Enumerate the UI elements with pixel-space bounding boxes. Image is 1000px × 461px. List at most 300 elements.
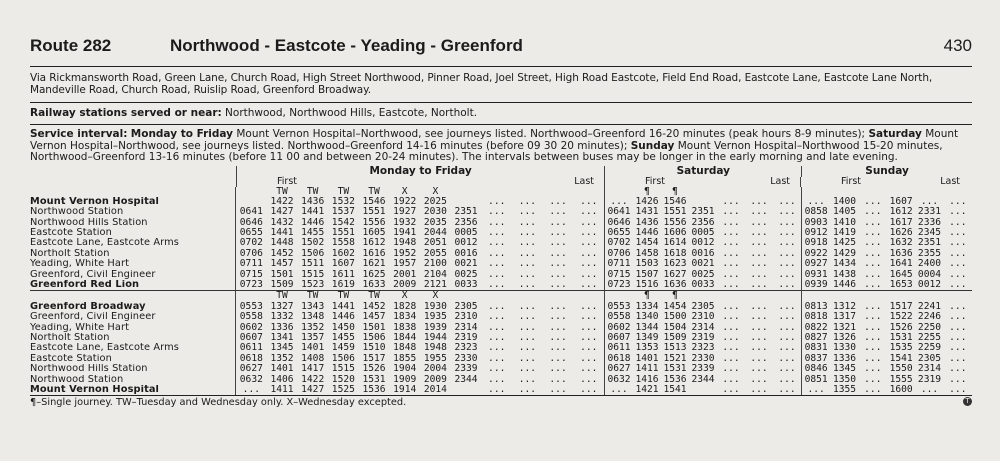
time-cell: 1438 bbox=[832, 269, 857, 280]
time-cell: 1401 bbox=[301, 343, 325, 354]
mf-last: Last bbox=[574, 175, 594, 187]
time-cell: 2009 bbox=[393, 280, 417, 291]
time-cell: ... bbox=[949, 353, 967, 364]
time-cell: 1619 bbox=[331, 280, 355, 291]
time-cell: 1531 bbox=[663, 364, 687, 375]
journey-mark bbox=[605, 187, 633, 197]
time-cell: 0655 bbox=[239, 228, 263, 239]
time-cell: ... bbox=[864, 248, 882, 259]
time-cell: 2121 bbox=[423, 280, 447, 291]
time-cell: 1633 bbox=[362, 280, 386, 291]
time-cell: ... bbox=[778, 238, 796, 249]
time-cell: ... bbox=[722, 207, 740, 218]
time-cell: ... bbox=[864, 353, 882, 364]
journey-mark: ¶ bbox=[672, 186, 678, 197]
time-cell: ... bbox=[778, 353, 796, 364]
time-cell: 1522 bbox=[889, 312, 913, 323]
time-cell: 1336 bbox=[832, 353, 857, 364]
time-cell: ... bbox=[488, 228, 506, 239]
time-cell: ... bbox=[518, 238, 537, 249]
journey-mark: X bbox=[432, 186, 439, 197]
time-cell: ... bbox=[610, 196, 628, 207]
journey-mark: ¶ bbox=[672, 291, 678, 302]
mf-subhead bbox=[236, 177, 604, 187]
timetable-sub-headers bbox=[30, 177, 972, 187]
stop-name: Northolt Station bbox=[30, 332, 110, 343]
journey-mark bbox=[745, 187, 773, 197]
time-cell: ... bbox=[778, 301, 796, 312]
railway-stations bbox=[30, 103, 972, 124]
time-cell: 1542 bbox=[331, 217, 355, 228]
time-cell: 1436 bbox=[301, 196, 325, 207]
time-cell: ... bbox=[949, 322, 967, 333]
time-cell: 1641 bbox=[889, 259, 913, 270]
time-cell: 1621 bbox=[362, 259, 386, 270]
mf-label: Monday to Friday bbox=[130, 128, 233, 140]
time-cell: ... bbox=[750, 228, 768, 239]
time-cell: 1422 bbox=[301, 374, 325, 385]
time-cell: 2246 bbox=[917, 312, 942, 323]
time-cell: ... bbox=[750, 280, 768, 291]
time-cell: 0012 bbox=[691, 238, 715, 249]
time-cell: 0602 bbox=[239, 322, 263, 333]
sun-last: Last bbox=[940, 175, 960, 187]
time-cell: 1607 bbox=[331, 259, 355, 270]
journey-mark bbox=[573, 291, 604, 301]
time-cell: 2014 bbox=[423, 384, 447, 395]
time-cell: 0618 bbox=[239, 353, 263, 364]
time-cell: ... bbox=[722, 301, 740, 312]
time-cell: 1636 bbox=[889, 248, 913, 259]
time-cell: 1535 bbox=[889, 343, 913, 354]
time-cell bbox=[236, 197, 267, 207]
time-cell: ... bbox=[549, 343, 567, 354]
time-cell: ... bbox=[778, 207, 796, 218]
journey-mark bbox=[859, 187, 887, 197]
time-cell bbox=[451, 385, 482, 395]
time-cell: ... bbox=[518, 196, 537, 207]
time-cell: 1312 bbox=[832, 301, 857, 312]
time-cell: 1452 bbox=[362, 301, 386, 312]
time-cell: 1618 bbox=[663, 248, 687, 259]
time-cell: 1515 bbox=[331, 364, 355, 375]
time-cell: 1432 bbox=[270, 217, 294, 228]
time-cell: ... bbox=[610, 384, 628, 395]
time-cell: ... bbox=[750, 207, 768, 218]
sun-first: First bbox=[841, 175, 861, 187]
time-cell: ... bbox=[864, 384, 882, 395]
time-cell: 0607 bbox=[607, 332, 631, 343]
timetable-row bbox=[30, 280, 972, 290]
time-cell: ... bbox=[750, 259, 768, 270]
time-cell: 1556 bbox=[663, 217, 687, 228]
page-number: 430 bbox=[943, 36, 972, 55]
time-cell: ... bbox=[949, 259, 967, 270]
time-cell: ... bbox=[549, 238, 567, 249]
time-cell: 1616 bbox=[362, 248, 386, 259]
time-cell: 1509 bbox=[663, 332, 687, 343]
time-cell: 2035 bbox=[423, 217, 447, 228]
stop-name: Northwood Hills Station bbox=[30, 217, 148, 228]
timetable-row bbox=[30, 385, 972, 395]
time-cell: ... bbox=[580, 228, 598, 239]
time-cell: 1410 bbox=[832, 217, 857, 228]
time-cell: 1614 bbox=[663, 238, 687, 249]
time-cell: ... bbox=[549, 217, 567, 228]
time-cell: 1944 bbox=[423, 332, 447, 343]
time-cell: ... bbox=[722, 322, 740, 333]
time-cell: ... bbox=[580, 332, 598, 343]
time-cell: 1555 bbox=[889, 374, 913, 385]
time-cell: 1523 bbox=[301, 280, 325, 291]
time-cell: ... bbox=[864, 322, 882, 333]
time-cell: 2351 bbox=[917, 238, 942, 249]
journey-mark: X bbox=[401, 291, 408, 302]
time-cell: ... bbox=[722, 384, 740, 395]
time-cell: 2310 bbox=[691, 312, 715, 323]
time-cell: 2319 bbox=[454, 332, 478, 343]
time-cell: ... bbox=[722, 280, 740, 291]
time-cell: 1422 bbox=[270, 196, 294, 207]
time-cell: ... bbox=[864, 196, 882, 207]
time-cell: ... bbox=[864, 301, 882, 312]
journey-mark bbox=[605, 291, 633, 301]
stop-name: Eastcote Station bbox=[30, 228, 112, 239]
time-cell: 1330 bbox=[832, 343, 857, 354]
time-cell: 1611 bbox=[331, 269, 355, 280]
time-cell: 1532 bbox=[331, 196, 355, 207]
time-cell: 1421 bbox=[635, 384, 659, 395]
time-cell: 1930 bbox=[423, 301, 447, 312]
outbound-marks-row bbox=[30, 187, 972, 197]
time-cell: ... bbox=[549, 332, 567, 343]
time-cell: ... bbox=[778, 384, 796, 395]
journey-mark bbox=[236, 187, 267, 197]
time-cell: 1352 bbox=[270, 353, 294, 364]
time-cell: 1406 bbox=[270, 374, 294, 385]
timetable bbox=[30, 166, 972, 396]
time-cell: 1427 bbox=[301, 384, 325, 395]
time-cell: 0632 bbox=[239, 374, 263, 385]
timetable-row bbox=[30, 333, 972, 343]
railway-text: Northwood, Northwood Hills, Eastcote, Northolt. bbox=[225, 107, 478, 119]
time-cell: ... bbox=[750, 322, 768, 333]
time-cell: ... bbox=[518, 364, 537, 375]
journey-mark bbox=[802, 187, 830, 197]
time-cell: ... bbox=[722, 259, 740, 270]
stop-name: Greenford Broadway bbox=[30, 301, 146, 312]
timetable-row bbox=[30, 197, 972, 207]
time-cell: ... bbox=[750, 343, 768, 354]
time-cell: 0837 bbox=[804, 353, 828, 364]
time-cell: 1607 bbox=[889, 196, 913, 207]
time-cell: ... bbox=[864, 269, 882, 280]
journey-mark bbox=[887, 291, 915, 301]
time-cell: 1459 bbox=[331, 343, 355, 354]
timetable-row bbox=[30, 238, 972, 248]
journey-mark bbox=[451, 187, 482, 197]
time-cell: ... bbox=[580, 280, 598, 291]
journey-mark bbox=[944, 187, 972, 197]
time-cell: 1436 bbox=[635, 217, 659, 228]
time-cell: 1434 bbox=[832, 259, 857, 270]
time-cell: 1455 bbox=[331, 332, 355, 343]
time-cell: ... bbox=[580, 364, 598, 375]
time-cell: 1348 bbox=[301, 312, 325, 323]
time-cell: 2330 bbox=[691, 353, 715, 364]
via-text: Via Rickmansworth Road, Green Lane, Church Road, High Street Northwood, Pinner Road, Joel Street, High Road Eastcote, Field End Road, Eastcote Lane, Eastcote Lane North, Mandeville Road, Church Road, Ruislip Road, Greenford Broadway. bbox=[30, 72, 933, 96]
journey-mark bbox=[915, 187, 943, 197]
journey-mark bbox=[773, 291, 801, 301]
time-cell: 1353 bbox=[635, 343, 659, 354]
time-cell: ... bbox=[778, 332, 796, 343]
time-cell: 2344 bbox=[454, 374, 478, 385]
time-cell: 0558 bbox=[607, 312, 631, 323]
time-cell: 2323 bbox=[691, 343, 715, 354]
journey-mark bbox=[717, 291, 745, 301]
time-cell: 1506 bbox=[331, 353, 355, 364]
time-cell: ... bbox=[488, 238, 506, 249]
sat-interval-text: Mount Vernon Hospital–Northwood, see journeys listed. Northwood–Greenford 14-16 minutes (before 09 30 20 minutes); bbox=[30, 128, 959, 152]
time-cell: ... bbox=[949, 343, 967, 354]
time-cell: 1326 bbox=[832, 332, 857, 343]
time-cell: ... bbox=[949, 238, 967, 249]
time-cell: ... bbox=[488, 353, 506, 364]
time-cell: ... bbox=[549, 353, 567, 364]
time-cell: 1502 bbox=[301, 238, 325, 249]
journey-mark: ¶ bbox=[644, 186, 650, 197]
time-cell: 0711 bbox=[607, 259, 631, 270]
time-cell: 0602 bbox=[607, 322, 631, 333]
timetable-row bbox=[30, 218, 972, 228]
time-cell: 0553 bbox=[607, 301, 631, 312]
time-cell: ... bbox=[949, 364, 967, 375]
stop-name: Northwood Station bbox=[30, 374, 124, 385]
time-cell: 1441 bbox=[270, 228, 294, 239]
journey-mark bbox=[802, 291, 830, 301]
time-cell: 1653 bbox=[889, 280, 913, 291]
time-cell bbox=[689, 385, 717, 395]
time-cell: 1411 bbox=[635, 364, 659, 375]
time-cell: 0646 bbox=[239, 217, 263, 228]
time-cell: 0818 bbox=[804, 312, 828, 323]
time-cell: ... bbox=[864, 217, 882, 228]
time-cell: 0033 bbox=[691, 280, 715, 291]
time-cell: ... bbox=[518, 217, 537, 228]
time-cell: 1511 bbox=[301, 259, 325, 270]
journey-mark bbox=[512, 187, 543, 197]
time-cell: ... bbox=[750, 364, 768, 375]
time-cell: 2051 bbox=[423, 238, 447, 249]
stop-name: Northwood Station bbox=[30, 207, 124, 218]
time-cell: ... bbox=[488, 259, 506, 270]
time-cell: ... bbox=[518, 322, 537, 333]
time-cell: 1828 bbox=[393, 301, 417, 312]
time-cell: 0715 bbox=[607, 269, 631, 280]
time-cell: 1626 bbox=[889, 228, 913, 239]
time-cell: 2100 bbox=[423, 259, 447, 270]
time-cell: 1531 bbox=[362, 374, 386, 385]
time-cell: ... bbox=[778, 248, 796, 259]
timetable-row bbox=[30, 375, 972, 385]
stop-name: Yeading, White Hart bbox=[30, 322, 130, 333]
time-cell: ... bbox=[778, 269, 796, 280]
stop-name: Yeading, White Hart bbox=[30, 259, 130, 270]
time-cell: 1844 bbox=[393, 332, 417, 343]
stop-name: Eastcote Station bbox=[30, 353, 112, 364]
time-cell: 1345 bbox=[270, 343, 294, 354]
journey-mark: TW bbox=[368, 186, 380, 197]
time-cell: ... bbox=[722, 238, 740, 249]
time-cell: ... bbox=[949, 228, 967, 239]
time-cell: ... bbox=[778, 312, 796, 323]
time-cell: 1551 bbox=[331, 228, 355, 239]
time-cell: ... bbox=[949, 332, 967, 343]
sat-heading: Saturday bbox=[604, 166, 801, 177]
time-cell: 2055 bbox=[423, 248, 447, 259]
time-cell: 1636 bbox=[663, 280, 687, 291]
time-cell: ... bbox=[549, 259, 567, 270]
time-cell: 1411 bbox=[270, 384, 294, 395]
time-cell: ... bbox=[518, 248, 537, 259]
time-cell: 1517 bbox=[362, 353, 386, 364]
time-cell: ... bbox=[778, 322, 796, 333]
time-cell: 2319 bbox=[691, 332, 715, 343]
time-cell: 1336 bbox=[270, 322, 294, 333]
time-cell: 1521 bbox=[663, 353, 687, 364]
time-cell: ... bbox=[488, 248, 506, 259]
time-cell: ... bbox=[778, 343, 796, 354]
time-cell: 0004 bbox=[917, 269, 942, 280]
time-cell: 1401 bbox=[635, 353, 659, 364]
time-cell: ... bbox=[778, 364, 796, 375]
footer bbox=[30, 396, 972, 409]
time-cell: 1425 bbox=[832, 238, 857, 249]
time-cell: 1427 bbox=[270, 207, 294, 218]
time-cell: 1602 bbox=[331, 248, 355, 259]
time-cell: 0033 bbox=[454, 280, 478, 291]
time-cell: 1537 bbox=[331, 207, 355, 218]
time-cell: ... bbox=[722, 269, 740, 280]
time-cell: ... bbox=[549, 301, 567, 312]
time-cell: ... bbox=[807, 384, 825, 395]
time-cell: 1408 bbox=[301, 353, 325, 364]
journey-mark bbox=[830, 187, 858, 197]
time-cell: 1429 bbox=[832, 248, 857, 259]
stop-name: Greenford, Civil Engineer bbox=[30, 269, 156, 280]
time-cell: 2004 bbox=[423, 364, 447, 375]
timetable-row bbox=[30, 323, 972, 333]
time-cell: 2330 bbox=[454, 353, 478, 364]
time-cell: ... bbox=[518, 343, 537, 354]
sun-heading: Sunday bbox=[801, 166, 972, 177]
time-cell: 0903 bbox=[804, 217, 828, 228]
time-cell: ... bbox=[518, 259, 537, 270]
time-cell: 1556 bbox=[362, 217, 386, 228]
time-cell: 0858 bbox=[804, 207, 828, 218]
time-cell: 1507 bbox=[635, 269, 659, 280]
time-cell: ... bbox=[518, 332, 537, 343]
time-cell: ... bbox=[864, 364, 882, 375]
time-cell: ... bbox=[488, 364, 506, 375]
journey-mark bbox=[512, 291, 543, 301]
time-cell: ... bbox=[580, 301, 598, 312]
time-cell: ... bbox=[949, 312, 967, 323]
time-cell: 1932 bbox=[393, 217, 417, 228]
journey-mark bbox=[859, 291, 887, 301]
time-cell: ... bbox=[518, 384, 537, 395]
time-cell: 1617 bbox=[889, 217, 913, 228]
time-cell: ... bbox=[488, 312, 506, 323]
time-cell: ... bbox=[864, 259, 882, 270]
time-cell: ... bbox=[949, 248, 967, 259]
time-cell: 1401 bbox=[270, 364, 294, 375]
time-cell: 0702 bbox=[607, 238, 631, 249]
timetable-row bbox=[30, 228, 972, 238]
time-cell: 2001 bbox=[393, 269, 417, 280]
time-cell: ... bbox=[488, 269, 506, 280]
time-cell: ... bbox=[722, 196, 740, 207]
page-mark-icon: T bbox=[963, 397, 972, 406]
timetable-row bbox=[30, 302, 972, 312]
sun-interval-text: Mount Vernon Hospital–Northwood 15-20 minutes, Northwood–Greenford 13-16 minutes (before 11 00 and between 20-24 minutes). The intervals between buses may be longer in the early morning and late evening. bbox=[30, 139, 943, 163]
time-cell: 0558 bbox=[239, 312, 263, 323]
timetable-row bbox=[30, 312, 972, 322]
time-cell: ... bbox=[580, 217, 598, 228]
time-cell: ... bbox=[722, 248, 740, 259]
time-cell: ... bbox=[488, 343, 506, 354]
time-cell: 1350 bbox=[832, 374, 857, 385]
time-cell: 1405 bbox=[832, 207, 857, 218]
time-cell: ... bbox=[549, 228, 567, 239]
time-cell: 1952 bbox=[393, 248, 417, 259]
time-cell: 1632 bbox=[889, 238, 913, 249]
timetable-row bbox=[30, 259, 972, 269]
stop-name: Eastcote Lane, Eastcote Arms bbox=[30, 238, 179, 249]
time-cell: ... bbox=[549, 196, 567, 207]
time-cell: 1446 bbox=[635, 228, 659, 239]
time-cell: 1452 bbox=[270, 248, 294, 259]
time-cell: 0618 bbox=[607, 353, 631, 364]
journey-mark bbox=[830, 291, 858, 301]
time-cell: 0012 bbox=[454, 238, 478, 249]
time-cell: 0706 bbox=[239, 248, 263, 259]
time-cell: 2305 bbox=[917, 353, 942, 364]
time-cell: ... bbox=[518, 312, 537, 323]
journey-mark bbox=[773, 187, 801, 197]
time-cell: 0723 bbox=[607, 280, 631, 291]
time-cell: 1419 bbox=[832, 228, 857, 239]
time-cell: 2355 bbox=[917, 248, 942, 259]
time-cell: ... bbox=[750, 312, 768, 323]
time-cell: 1352 bbox=[301, 322, 325, 333]
time-cell: 0922 bbox=[804, 248, 828, 259]
time-cell: ... bbox=[864, 374, 882, 385]
time-cell: 2323 bbox=[454, 343, 478, 354]
time-cell: ... bbox=[949, 374, 967, 385]
time-cell: 1600 bbox=[889, 384, 913, 395]
time-cell: 0931 bbox=[804, 269, 828, 280]
time-cell: ... bbox=[549, 384, 567, 395]
time-cell: 1500 bbox=[663, 312, 687, 323]
time-cell: 2009 bbox=[423, 374, 447, 385]
time-cell: ... bbox=[864, 238, 882, 249]
time-cell: 0851 bbox=[804, 374, 828, 385]
sun-label: Sunday bbox=[630, 139, 675, 152]
time-cell: 0641 bbox=[239, 207, 263, 218]
time-cell: ... bbox=[722, 217, 740, 228]
time-cell: ... bbox=[750, 238, 768, 249]
